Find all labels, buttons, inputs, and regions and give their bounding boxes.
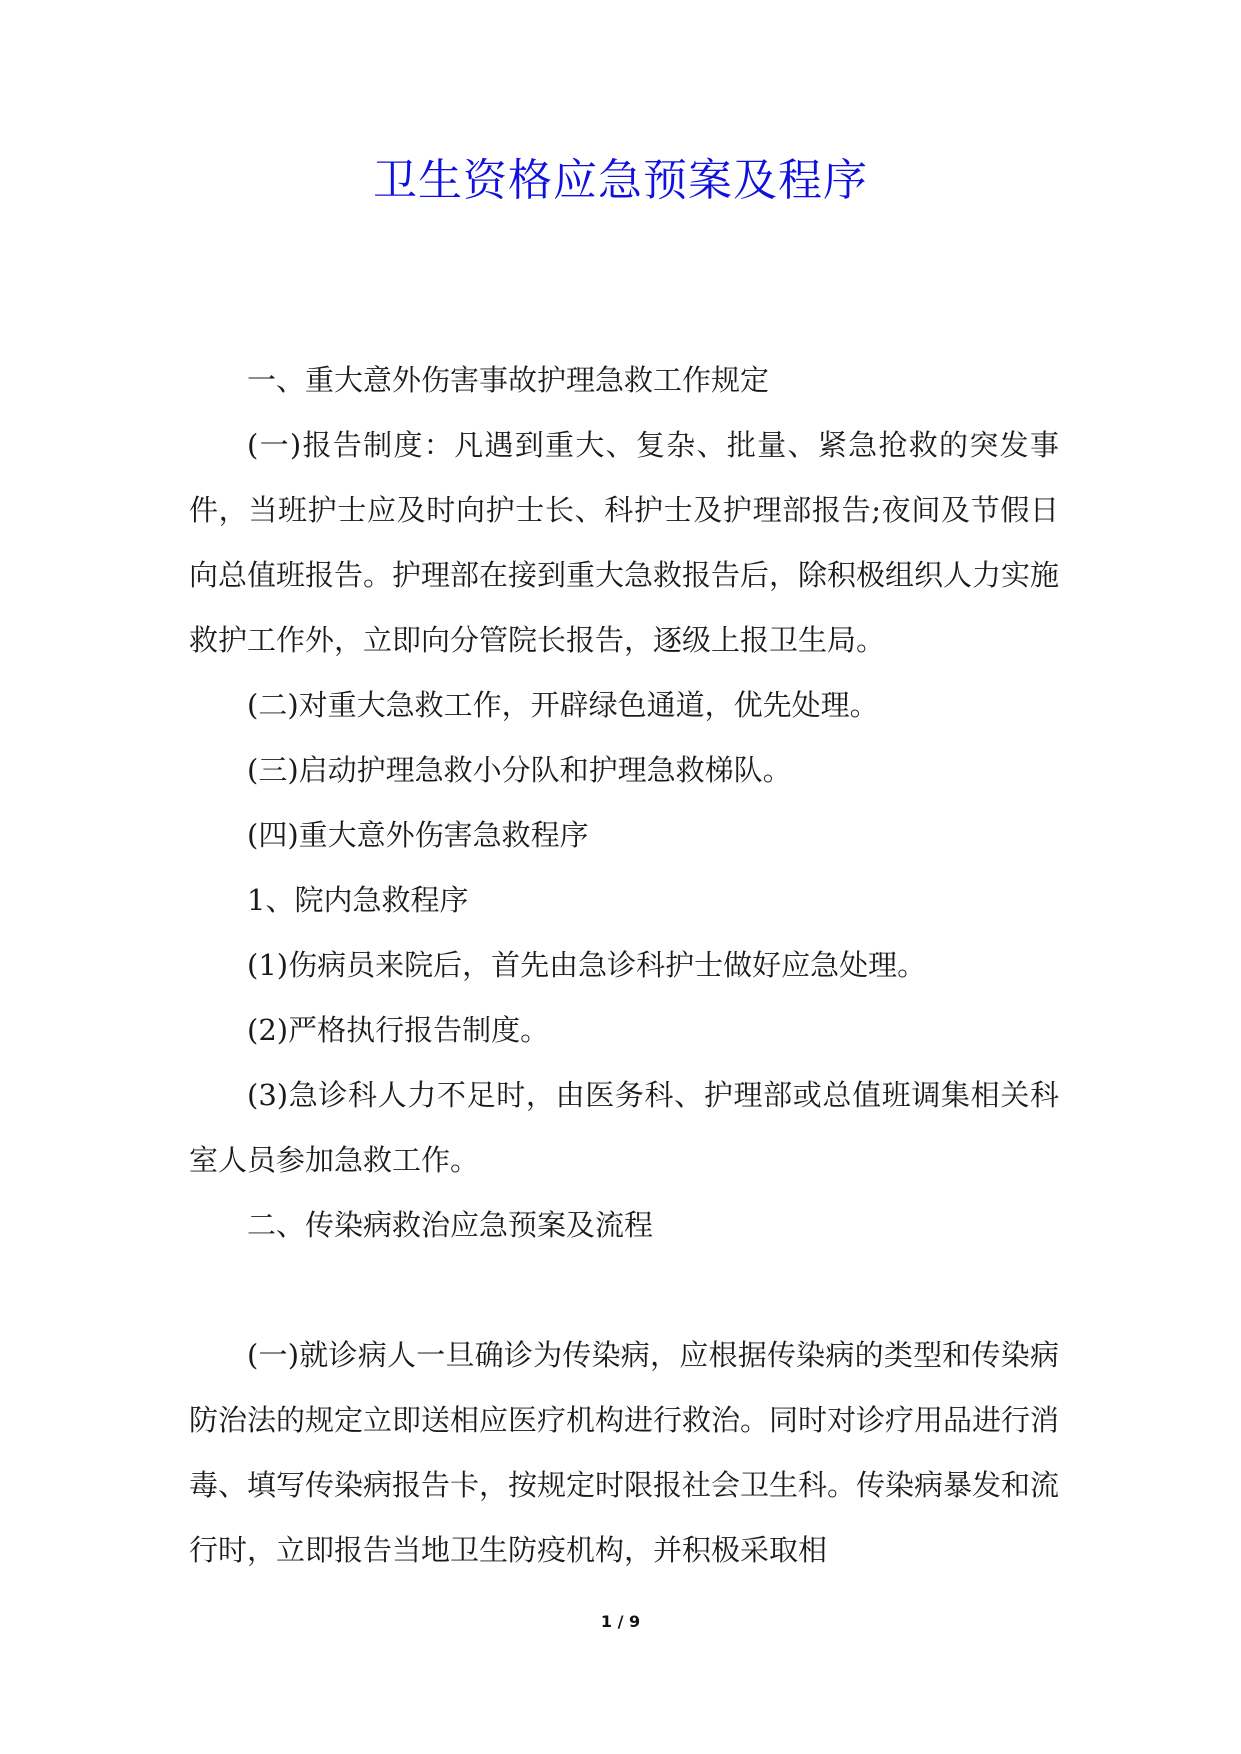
list-item-step-2: (2)严格执行报告制度。 (247, 1013, 550, 1047)
paragraph-report-system: (一)报告制度：凡遇到重大、复杂、批量、紧急抢救的突发事件，当班护士应及时向护士长、科护士及护理部报告;夜间及节假日向总值班报告。护理部在接到重大急救报告后，除积极组织人力实施救护工作外，立即向分管院长报告，逐级上报卫生局。 (189, 428, 1060, 657)
paragraph-green-channel: (二)对重大急救工作，开辟绿色通道，优先处理。 (247, 688, 879, 722)
section-heading-2: 二、传染病救治应急预案及流程 (247, 1208, 654, 1242)
list-item-step-3: (3)急诊科人力不足时，由医务科、护理部或总值班调集相关科室人员参加急救工作。 (189, 1078, 1059, 1177)
paragraph-inhospital-procedure: 1、院内急救程序 (247, 883, 469, 917)
page-number: 1 / 9 (600, 1612, 641, 1631)
list-item-step-1: (1)伤病员来院后，首先由急诊科护士做好应急处理。 (247, 948, 927, 982)
section-heading-1: 一、重大意外伤害事故护理急救工作规定 (247, 363, 770, 397)
paragraph-infectious-disease: (一)就诊病人一旦确诊为传染病，应根据传染病的类型和传染病防治法的规定立即送相应医疗机构进行救治。同时对诊疗用品进行消毒、填写传染病报告卡，按规定时限报社会卫生科。传染病暴发和流行时，立即报告当地卫生防疫机构，并积极采取相 (189, 1338, 1060, 1567)
document-body (189, 348, 1059, 1583)
paragraph-emergency-team: (三)启动护理急救小分队和护理急救梯队。 (247, 753, 792, 787)
document-title: 卫生资格应急预案及程序 (373, 155, 868, 206)
paragraph-procedure-heading: (四)重大意外伤害急救程序 (247, 818, 589, 852)
